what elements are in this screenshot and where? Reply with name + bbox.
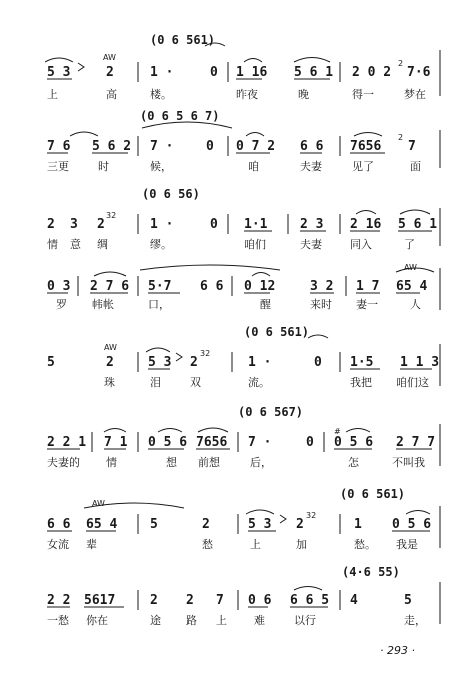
lyric: 咱们 [244,238,266,251]
note-group: 0 [306,435,314,450]
grace-note: 2 [398,59,404,68]
system-3 [47,187,440,251]
lyric: 意 [70,238,81,251]
grace-ornament: AW [404,263,417,272]
note-group: 0 5 6 [148,435,188,450]
lyric: 缪。 [150,238,172,251]
note-group: 2 7 6 [90,279,130,294]
lyric: 得一 [352,88,374,101]
grace-note: 2 [398,133,404,142]
note-group: 1 · [248,355,272,370]
note-group: 5 3 [148,355,172,370]
lyric: 昨夜 [236,88,258,101]
note-group: 2 16 [350,217,382,232]
page-number: · 293 · [380,644,415,657]
note-group: 2 [106,65,114,80]
note-group: 7 · [150,139,174,154]
note-group: 6 6 [47,517,71,532]
lyric: 绸 [97,238,108,251]
note-group: 7656 [196,435,228,450]
lyric: 三更 [47,160,69,173]
lyric: 后， [250,456,272,469]
lyric: 怎 [348,456,359,469]
note-group: 2 2 1 [47,435,87,450]
lyric: 夫妻 [300,160,322,173]
lyric: 情 [47,238,58,251]
lyric: 上 [216,614,227,627]
note-group: 5617 [84,593,116,608]
intro-bracket: (0 6 561) [150,33,216,47]
note-group: 6 6 5 [290,593,330,608]
note-group: 5 [404,593,412,608]
note-group: 7 · [248,435,272,450]
lyric: 罗 [56,298,67,311]
grace-ornament: AW [103,53,116,62]
lyric: 愁。 [354,538,376,551]
note-group: 0 [210,217,218,232]
note-group: 5 3 [47,65,71,80]
note-group: 2 0 2 [352,65,392,80]
intro-bracket: (0 6 561) [340,487,406,501]
note-group: 6 6 [200,279,224,294]
note-group: 3 [70,217,78,232]
note-group: 2 [47,217,55,232]
lyric: 双 [190,376,201,389]
note-group: 7 [408,139,416,154]
system-1 [45,33,440,101]
lyric: 夫妻 [300,238,322,251]
note-group: 2 [202,517,210,532]
note-group: 7 1 [104,435,128,450]
lyric: 一愁 [47,614,69,627]
note-group: 5 3 [248,517,272,532]
lyric: 帏帐 [92,298,114,311]
grace-note: 32 [200,349,211,358]
lyric: 前想 [198,456,220,469]
grace-note: # [334,427,341,436]
note-group: 0 6 [248,593,272,608]
system-8 [47,565,440,627]
lyric: 途 [150,614,161,627]
note-group: 0 12 [244,279,276,294]
intro-bracket: (0 6 567) [238,405,304,419]
lyric: 上 [250,538,261,551]
lyric: 口， [148,298,170,311]
note-group: 7 [216,593,224,608]
note-group: 0 [314,355,322,370]
lyric: 面 [410,160,421,173]
lyric: 醒 [260,298,271,311]
lyric: 你在 [86,614,108,627]
note-group: 4 [350,593,358,608]
note-group: 0 [206,139,214,154]
lyric: 高 [106,88,117,101]
note-group: 1 7 [356,279,380,294]
note-group: 1 · [150,65,174,80]
note-group: 0 5 6 [392,517,432,532]
lyric: 我把 [350,376,372,389]
grace-ornament: AW [92,499,105,508]
lyric: 辈 [86,538,97,551]
note-group: 65 4 [396,279,428,294]
note-group: 5·7 [148,279,172,294]
lyric: 来时 [310,298,332,311]
lyric: 女流 [47,538,69,551]
intro-bracket: (0 6 5 6 7) [140,109,220,123]
note-group: 5 6 2 [92,139,132,154]
note-group: 65 4 [86,517,118,532]
system-6 [47,405,440,469]
lyric: 难 [254,614,265,627]
note-group: 1·1 [244,217,268,232]
note-group: 7 6 [47,139,71,154]
note-group: 1·5 [350,355,374,370]
note-group: 2 3 [300,217,324,232]
note-group: 1 [354,517,362,532]
lyric: 加 [296,538,307,551]
system-5 [47,325,440,389]
lyric: 见了 [352,160,374,173]
note-group: 5 [47,355,55,370]
lyric: 晚 [298,88,309,101]
lyric: 我是 [396,538,418,551]
lyric: 咱 [248,160,259,173]
system-7 [47,487,440,551]
note-group: 2 [190,355,198,370]
note-group: 0 3 [47,279,71,294]
intro-bracket: (0 6 561) [244,325,310,339]
note-group: 5 [150,517,158,532]
note-group: 0 5 6 [334,435,374,450]
note-group: 5 6 1 [398,217,438,232]
grace-ornament: AW [104,343,117,352]
lyric: 时 [98,160,109,173]
lyric: 珠 [104,376,115,389]
lyric: 情 [106,456,117,469]
note-group: 1 1 3 [400,355,440,370]
lyric: 想 [166,456,177,469]
lyric: 以行 [294,614,316,627]
note-group: 2 7 7 [396,435,436,450]
lyric: 路 [186,614,197,627]
note-group: 2 [106,355,114,370]
lyric: 人 [410,298,421,311]
lyric: 咱们这 [396,376,429,389]
lyric: 梦在 [404,88,426,101]
note-group: 2 2 [47,593,71,608]
intro-bracket: (4·6 55) [342,565,400,579]
note-group: 0 7 2 [236,139,276,154]
system-2 [47,109,440,173]
note-group: 2 [186,593,194,608]
note-group: 3 2 [310,279,334,294]
note-group: 7·6 [407,65,431,80]
note-group: 2 [97,217,105,232]
lyric: 走， [404,614,426,627]
lyric: 楼。 [150,88,172,101]
lyric: 不叫我 [392,456,425,469]
note-group: 2 [296,517,304,532]
grace-note: 32 [306,511,317,520]
note-group: 2 [150,593,158,608]
note-group: 0 [210,65,218,80]
lyric: 妻一 [356,298,378,311]
note-group: 1 · [150,217,174,232]
intro-bracket: (0 6 56) [142,187,200,201]
lyric: 夫妻的 [47,456,80,469]
lyric: 流。 [248,376,270,389]
grace-note: 32 [106,211,117,220]
lyric: 了 [404,238,415,251]
system-4 [47,263,440,311]
note-group: 1 16 [236,65,268,80]
lyric: 同入 [350,238,372,251]
note-group: 7656 [350,139,382,154]
lyric: 候， [150,160,172,173]
lyric: 泪 [150,376,161,389]
note-group: 6 6 [300,139,324,154]
lyric: 上 [47,88,58,101]
note-group: 5 6 1 [294,65,334,80]
lyric: 愁 [202,538,213,551]
